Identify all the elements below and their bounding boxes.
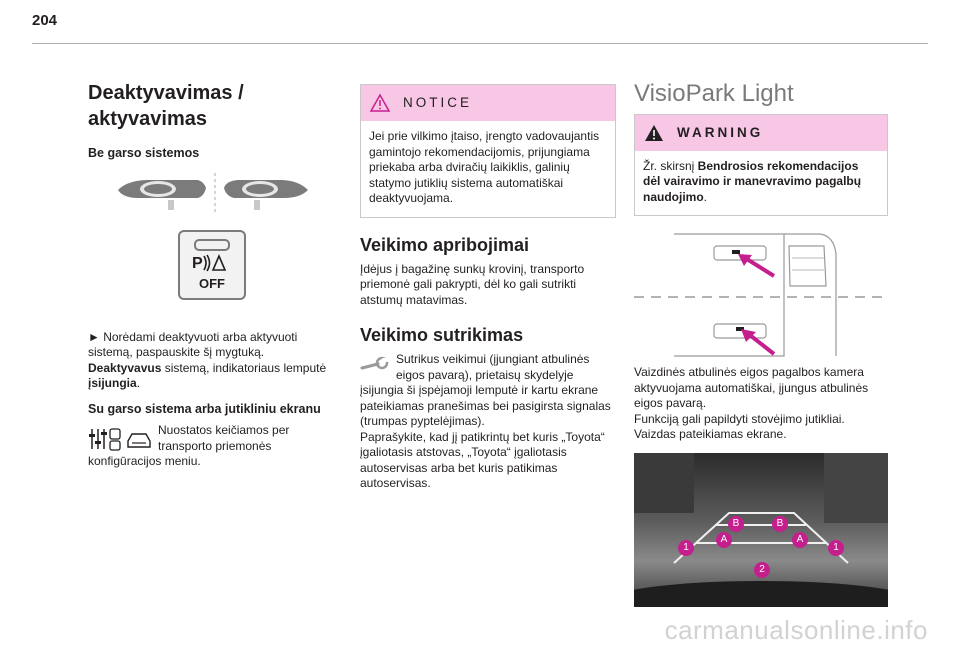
column-visiopark [634,82,888,607]
subheading-with-sound: Su garso sistema arba jutikliniu ekranu [88,401,321,416]
faults-block [360,352,616,492]
visiopark-title: VisioPark Light [634,80,794,107]
rear-camera-diagram [634,226,888,361]
watermark: carmanualsonline.info [664,615,928,645]
section-heading-deactivation: Deaktyvavimas / aktyvavimas [88,82,244,130]
subheading-no-sound: Be garso sistemos [88,146,200,160]
warning-tail: . [703,189,708,204]
steering-wheels-illustration [88,168,343,218]
off-label: OFF [199,275,225,291]
camera-text-2: Funkciją gali papildyti stovėjimo jutikliai. [634,411,845,426]
warning-prefix: Žr. skirsnį [643,158,698,173]
instruction-text [88,330,343,392]
limits-text: Įdėjus į bagažinę sunkų krovinį, transporto priemonė gali pakrypti, dėl ko gali sutrikti atstumų matavimas. [360,261,585,307]
column-notice [360,84,616,492]
camera-guide-lines [634,453,888,607]
notice-header [361,85,615,121]
marker-b-right: B [772,516,788,532]
wrench-icon [360,356,390,376]
marker-1-right: 1 [828,540,844,556]
deactivated-bold: Deaktyvavus [88,360,162,375]
lights-tail: . [136,376,141,390]
marker-b-left: B [728,516,744,532]
warning-label: WARNING [677,124,764,140]
notice-box [360,84,616,218]
settings-text-end: konfigūracijos meniu. [88,454,201,468]
warning-triangle-outline-icon [369,93,391,113]
notice-label: NOTICE [403,95,473,111]
parking-sensor-icon [192,252,232,274]
faults-heading: Veikimo sutrikimas [360,325,524,345]
notice-body: Jei prie vilkimo įtaiso, įrengto vadovaujantis gamintojo rekomendacijomis, prijungiama priekaba arba dviračių laikiklis, galinių statymo jutiklių sistema automatiškai deaktyvuojama. [369,129,600,205]
settings-text-start: Nuostatos keičiamos per transporto priemonės [158,423,290,453]
instruction-sentence: ► Norėdami deaktyvuoti arba aktyvuoti sistemą, paspauskite šį mygtuką. [88,329,298,359]
marker-2: 2 [754,562,770,578]
marker-a-right: A [792,532,808,548]
faults-text-2: Paprašykite, kad jį patikrintų bet kuris „Toyota“ įgaliotasis atstovas, „Toyota“ įgaliotasis autoservisas arba bet kuris patikimas autoservisas. [360,429,605,490]
svg-text:P: P [192,254,203,272]
page-number: 204 [32,12,58,29]
warning-body [635,151,887,216]
warning-triangle-filled-icon [643,123,665,143]
camera-view-image [634,453,888,607]
column-deactivation [88,80,343,471]
settings-block [88,423,343,471]
parking-sensor-off-button [178,230,246,300]
warning-bold: Bendrosios rekomendacijos dėl vairavimo ir manevravimo pagalbų naudojimo [643,158,862,204]
limits-heading: Veikimo apribojimai [360,234,530,255]
faults-text-1: Sutrikus veikimui (įjungiant atbulinės eigos pavarą), prietaisų skydelyje įsijungia ši įspėjamoji lemputė ir kartu ekrane pateikiamas pranešimas bei pasigirsta signalas (trumpas pyptelėjimas). [360,352,611,428]
camera-text-1: Vaizdinės atbulinės eigos pagalbos kamera aktyvuojama automatiškai, įjungus atbulinės eigos pavarą. [634,365,869,410]
warning-box [634,114,888,217]
settings-icons [88,425,152,453]
marker-a-left: A [716,532,732,548]
warning-header [635,115,887,151]
lights-bold: įsijungia [88,376,137,390]
marker-1-left: 1 [678,540,694,556]
top-divider [32,43,928,44]
camera-text-3: Vaizdas pateikiamas ekrane. [634,427,787,441]
deactivated-text: sistemą, indikatoriaus lemputė [161,360,327,375]
